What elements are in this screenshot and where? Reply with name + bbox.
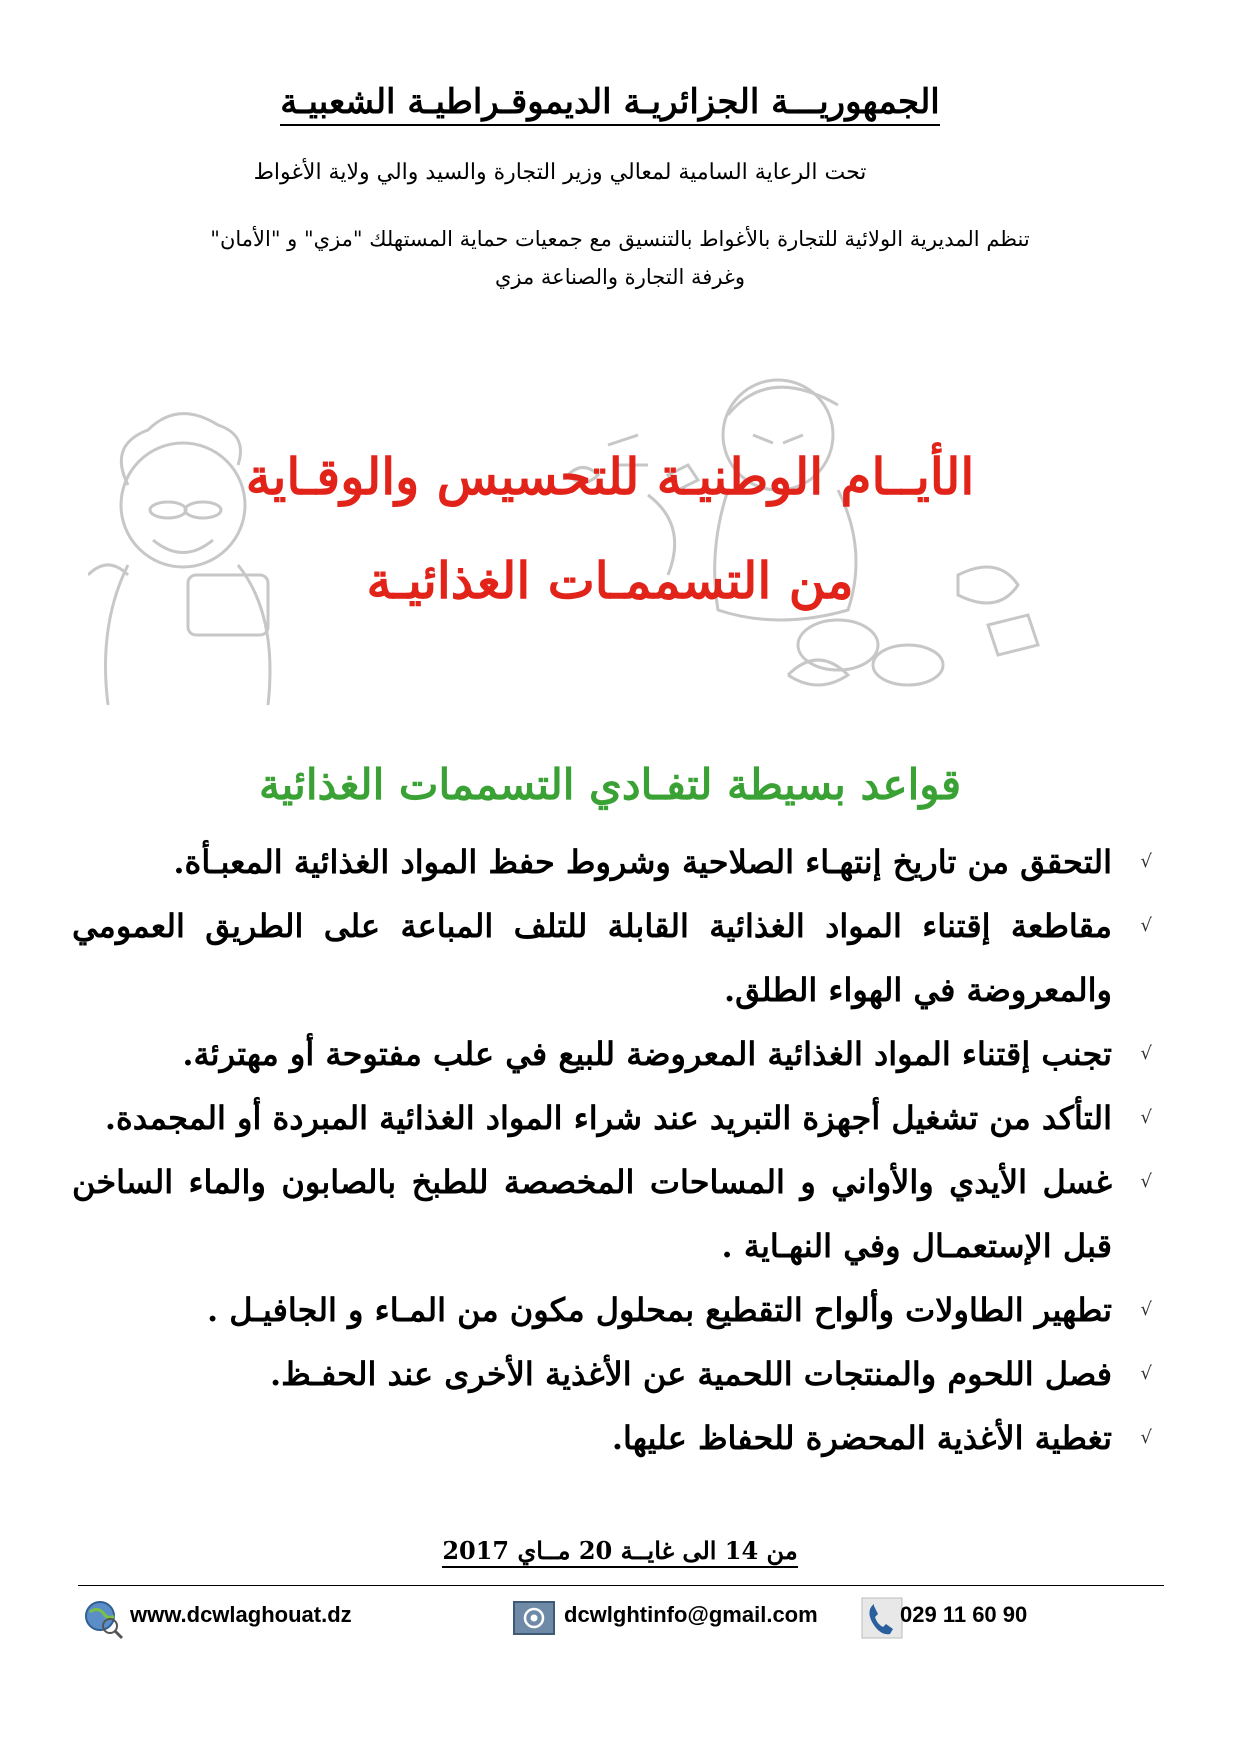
event-title-line-2: من التسممـات الغذائيـة	[366, 551, 854, 610]
rule-item	[72, 1406, 1152, 1470]
rules-list	[72, 830, 1152, 1470]
rule-item	[72, 830, 1152, 894]
rule-item	[72, 894, 1152, 1022]
check-icon: √	[1140, 1171, 1152, 1192]
email-icon	[512, 1596, 556, 1640]
check-icon: √	[1140, 915, 1152, 936]
event-title	[150, 425, 1070, 633]
rule-text: تطهير الطاولات وألواح التقطيع بمحلول مكون من المـاء و الجافيـل .	[207, 1291, 1112, 1329]
rule-item	[72, 1342, 1152, 1406]
check-icon: √	[1140, 1427, 1152, 1448]
phone-icon	[860, 1596, 904, 1640]
rule-text: التحقق من تاريخ إنتهـاء الصلاحية وشروط حفظ المواد الغذائية المعبـأة.	[173, 843, 1112, 881]
country-name: الجمهوريـــة الجزائريـة الديموقـراطيـة الشعبيـة	[280, 82, 940, 126]
rule-text: فصل اللحوم والمنتجات اللحمية عن الأغذية الأخرى عند الحفـظ.	[269, 1355, 1112, 1393]
phone-number[interactable]: 029 11 60 90	[900, 1602, 1028, 1627]
organizer-text	[120, 220, 1120, 296]
rule-text: غسل الأيدي والأواني و المساحات المخصصة للطبخ بالصابون والماء الساخن قبل الإستعمـال وفي النهـاية .	[72, 1163, 1112, 1265]
check-icon: √	[1140, 1363, 1152, 1384]
organizer-line-1: تنظم المديرية الولائية للتجارة بالأغواط بالتنسيق مع جمعيات حماية المستهلك "مزي" و "الأمان"	[210, 227, 1030, 251]
check-icon: √	[1140, 851, 1152, 872]
rule-item	[72, 1278, 1152, 1342]
rules-heading: قواعد بسيطة لتفـادي التسممات الغذائية	[258, 760, 962, 809]
rule-text: تجنب إقتناء المواد الغذائية المعروضة للبيع في علب مفتوحة أو مهترئة.	[182, 1035, 1112, 1073]
organizer-line-2: وغرفة التجارة والصناعة مزي	[494, 265, 746, 289]
rule-item	[72, 1150, 1152, 1278]
rule-text: مقاطعة إقتناء المواد الغذائية القابلة للتلف المباعة على الطريق العمومي والمعروضة في الهواء الطلق.	[72, 907, 1112, 1009]
rule-text: تغطية الأغذية المحضرة للحفاظ عليها.	[611, 1419, 1112, 1457]
event-dates	[400, 1536, 840, 1565]
event-dates-text: من 14 الى غايــة 20 مــاي 2017	[442, 1536, 797, 1568]
check-icon: √	[1140, 1043, 1152, 1064]
rule-item	[72, 1086, 1152, 1150]
event-title-line-1: الأيــام الوطنيـة للتحسيس والوقـاية	[245, 447, 975, 506]
rule-item	[72, 1022, 1152, 1086]
website-link[interactable]: www.dcwlaghouat.dz	[130, 1602, 352, 1627]
country-header	[260, 82, 960, 122]
check-icon: √	[1140, 1299, 1152, 1320]
globe-icon	[80, 1596, 124, 1640]
rule-text: التأكد من تشغيل أجهزة التبريد عند شراء المواد الغذائية المبردة أو المجمدة.	[104, 1099, 1112, 1137]
email-address[interactable]: dcwlghtinfo@gmail.com	[564, 1602, 818, 1627]
patronage-line: تحت الرعاية السامية لمعالي وزير التجارة والسيد والي ولاية الأغواط	[253, 160, 867, 185]
check-icon: √	[1140, 1107, 1152, 1128]
footer-divider	[78, 1585, 1164, 1586]
